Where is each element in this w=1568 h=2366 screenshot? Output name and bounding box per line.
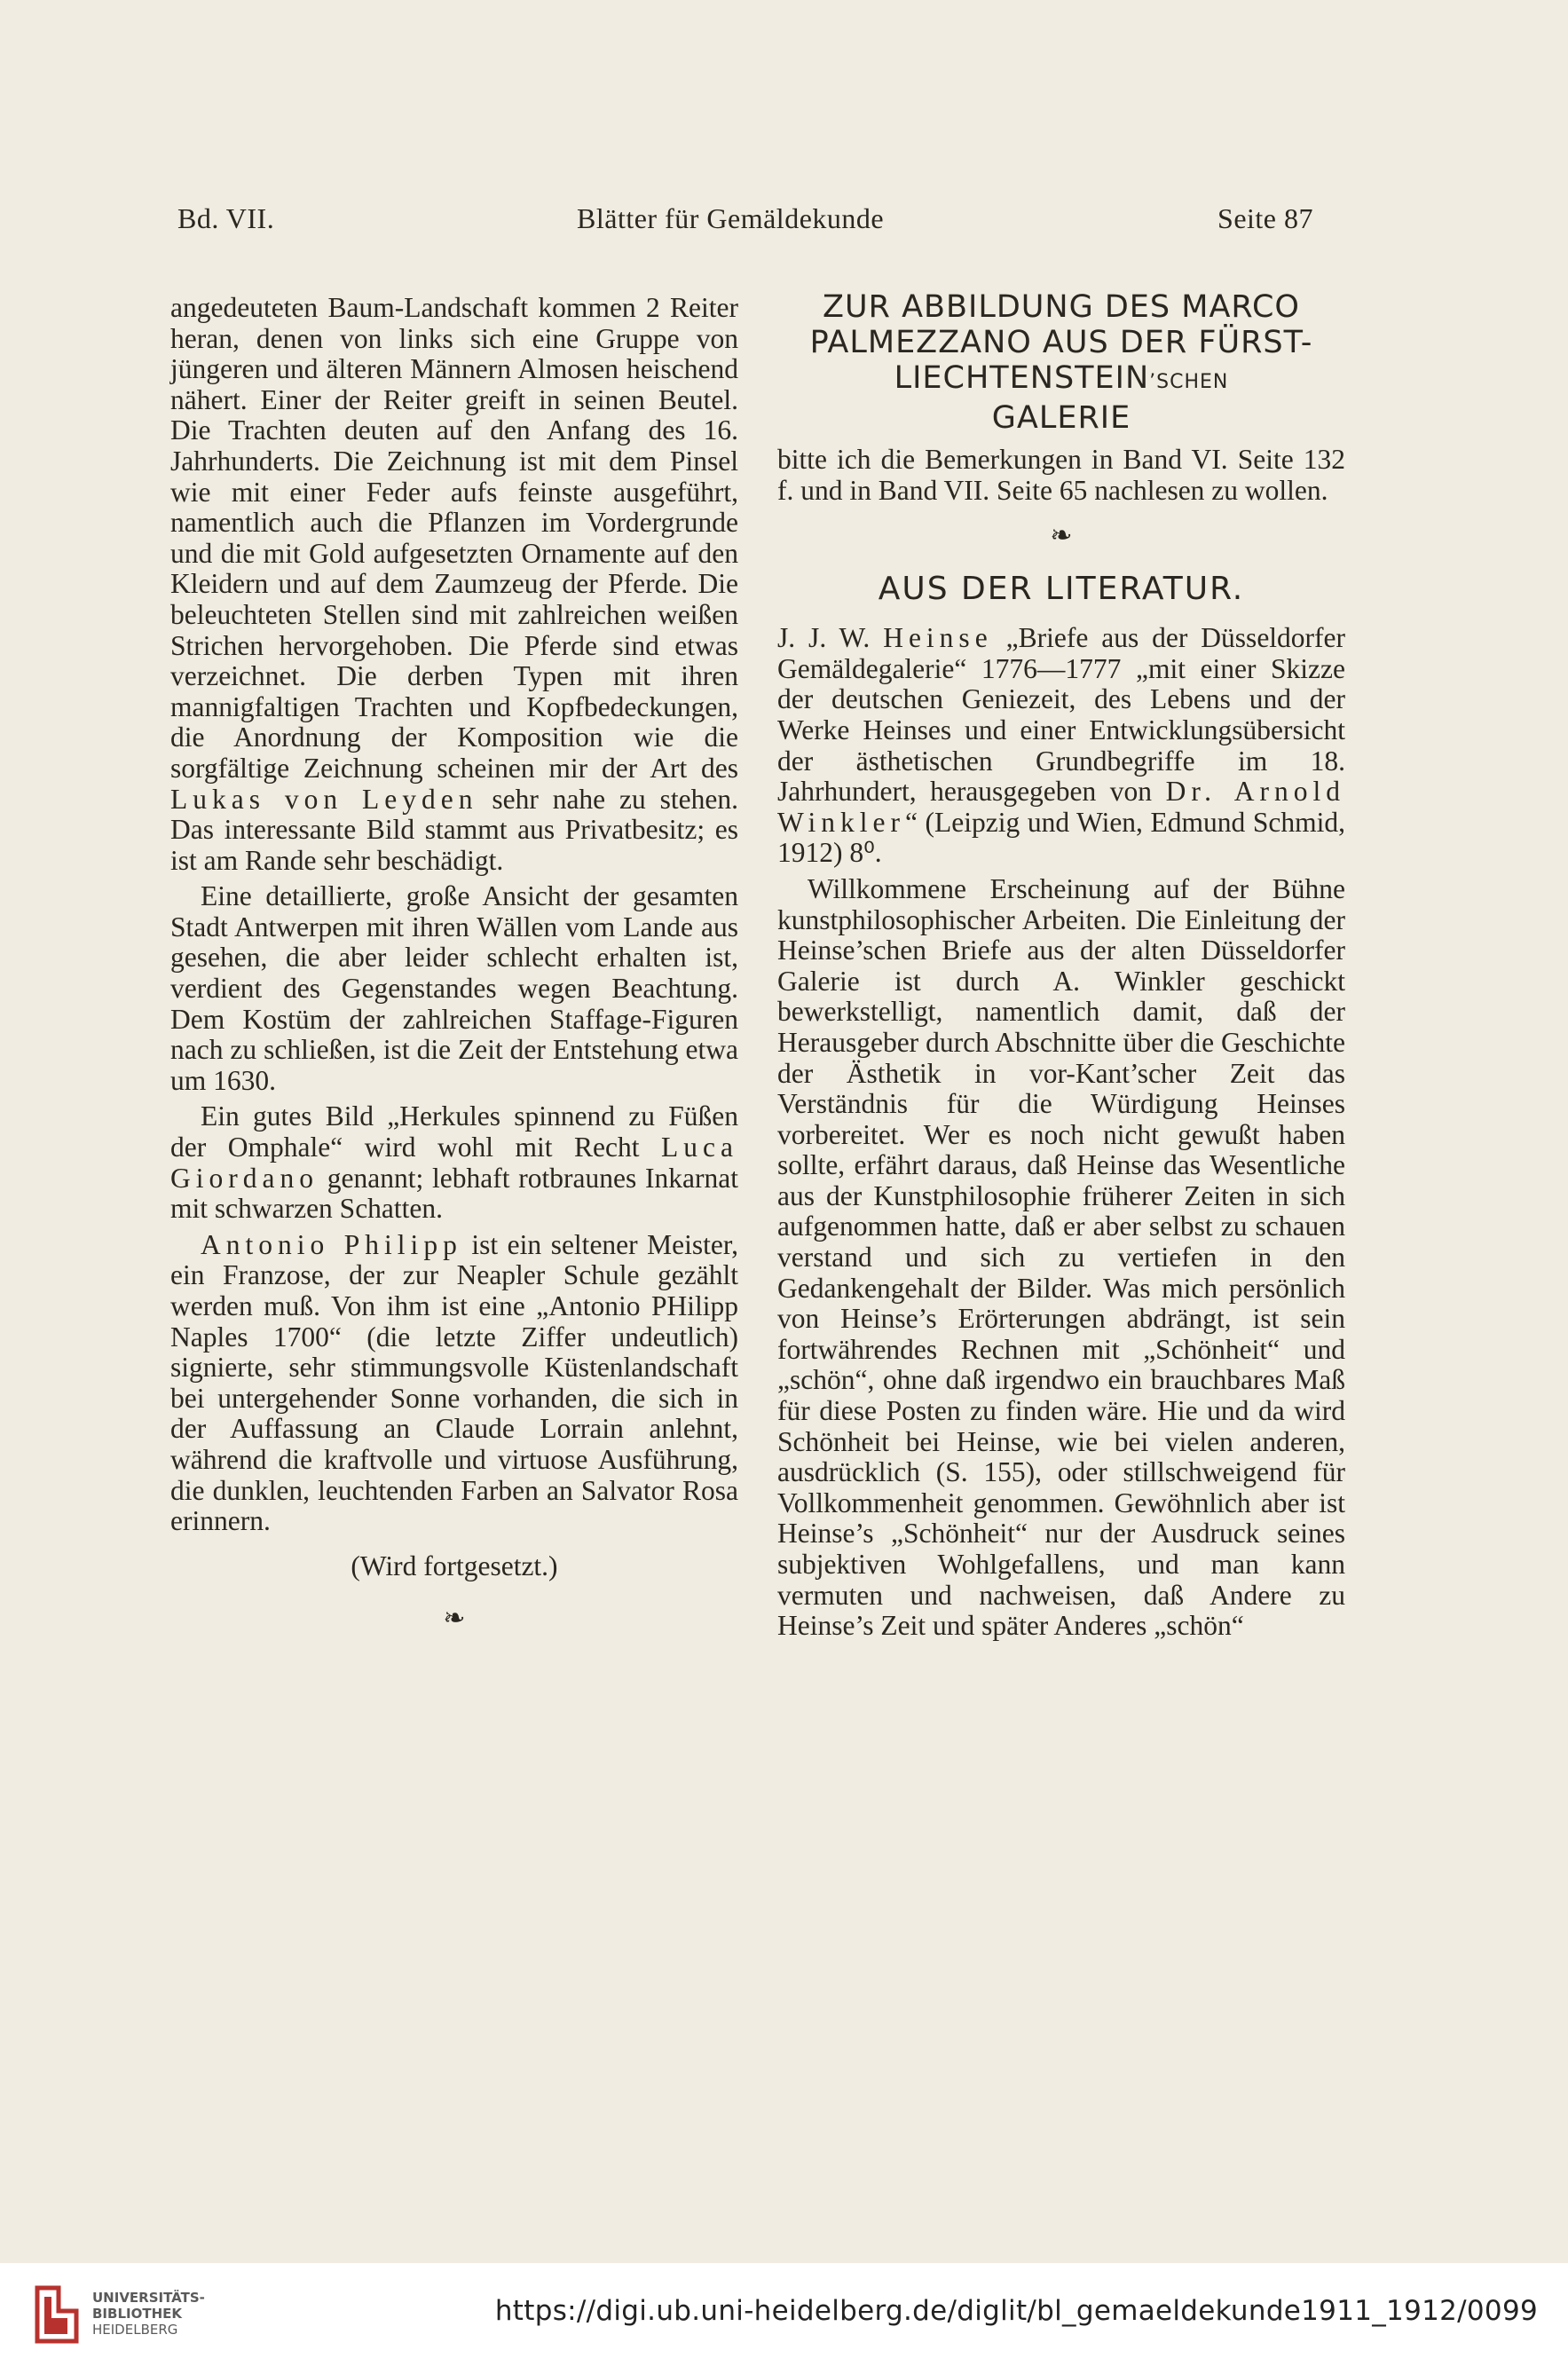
viewer-footer	[0, 2263, 1568, 2366]
continued-note: (Wird fortgesetzt.)	[351, 1550, 558, 1581]
paragraph: bitte ich die Bemerkungen in Band VI. Seite 132 f. und in Band VII. Seite 65 nachlesen zu wollen.	[777, 444, 1345, 506]
paragraph: angedeuteten Baum-Landschaft kommen 2 Reiter heran, denen von links sich eine Gruppe von jüngeren und älteren Männern Almosen heischend nähert. Einer der Reiter greift in seinen Beutel. Die Trachten deuten auf den Anfang des 16. Jahrhunderts. Die Zeichnung ist mit dem Pinsel wie mit einer Feder aufs feinste ausgeführt, namentlich auch die Pflanzen im Vordergrunde und die mit Gold aufgesetzten Ornamente auf den Kleidern und auf dem Zaumzeug der Pferde. Die beleuchteten Stellen sind mit zahlreichen weißen Strichen hervorgehoben. Die Pferde sind etwas verzeichnet. Die derben Typen mit ihren mannigfaltigen Trachten und Kopfbedeckungen, die Anordnung der Komposition wie die sorgfältige Zeichnung scheinen mir der Art des Lukas von Leyden sehr nahe zu stehen. Das interessante Bild stammt aus Privatbesitz; es ist am Rande sehr beschädigt.	[170, 292, 739, 876]
paragraph: Eine detaillierte, große Ansicht der gesamten Stadt Antwerpen mit ihren Wällen vom Lande aus gesehen, die aber leider schlecht erhalten ist, verdient des Gegenstandes wegen Beachtung. Dem Kostüm der zahlreichen Staffage-Figuren nach zu schließen, ist die Zeit der Entstehung etwa um 1630.	[170, 880, 738, 1096]
right-column	[777, 289, 1345, 1642]
paragraph: Antonio Philipp ist ein seltener Meister, ein Franzose, der zur Neapler Schule gezählt werden muß. Von ihm ist eine „Antonio PHilipp Naples 1700“ (die letzte Ziffer undeutlich) signierte, sehr stimmungsvolle Küstenlandschaft bei untergehender Sonne vorhanden, die sich in der Auffassung an Claude Lorrain anlehnt, während die kraftvolle und virtuose Ausführung, die dunklen, leuchtenden Farben an Salvator Rosa erinnern.	[170, 1228, 739, 1537]
section-heading: ZUR ABBILDUNG DES MARCO PALMEZZANO AUS DER FÜRST-LIECHTENSTEIN’SCHEN GALERIE	[809, 289, 1313, 436]
section-heading: AUS DER LITERATUR.	[878, 571, 1245, 608]
fleuron-ornament-icon: ❧	[443, 1604, 466, 1634]
paragraph: Willkommene Erscheinung auf der Bühne kunstphilosophischer Arbeiten. Die Einleitung der Heinse’schen Briefe aus der alten Düsseldorfer Galerie ist durch A. Winkler geschickt bewerkstelligt, namentlich damit, daß der Herausgeber durch Abschnitte über die Geschichte der Ästhetik in vor-Kant’scher Zeit das Verständnis für die Würdigung Heinses vorbereitet. Wer es noch nicht gewußt haben sollte, erfährt daraus, daß Heinse das Wesentliche aus der Kunstphilosophie früherer Zeiten in sich aufgenommen hatte, daß er aber selbst zu schauen verstand und sich zu vertiefen in den Gedankengehalt der Bilder. Was mich persönlich von Heinse’s Erörterungen abdrängt, ist sein fortwährendes Rechnen mit „Schönheit“ und „schön“, ohne daß irgendwo ein brauchbares Maß für diese Posten zu finden wäre. Hie und da wird Schönheit bei Heinse, wie bei vielen anderen, ausdrücklich (S. 155), oder stillschweigend für Vollkommenheit genommen. Gewöhnlich aber ist Heinse’s „Schönheit“ nur der Ausdruck seines subjektiven Wohlgefallens, und man kann vermuten und nachweisen, daß Andere zu Heinse’s Zeit und später Anderes „schön“	[777, 872, 1345, 1642]
author-name: Heinse	[883, 622, 993, 654]
editor-name: Dr. Arnold Winkler	[777, 776, 1345, 838]
left-column	[170, 293, 738, 1649]
artist-name: Luca Giordano	[170, 1132, 739, 1194]
artist-name: Antonio Philipp	[201, 1228, 462, 1260]
paragraph: Ein gutes Bild „Herkules spinnend zu Füßen der Omphale“ wird wohl mit Recht Luca Giordano genannt; lebhaft rotbraunes Inkarnat mit schwarzen Schatten.	[170, 1100, 739, 1225]
permalink-url[interactable]: https://digi.ub.uni-heidelberg.de/diglit/bl_gemaeldekunde1911_1912/0099	[494, 2295, 1538, 2327]
artist-name: Lukas von Leyden	[170, 783, 478, 815]
institution-name: UNIVERSITÄTS- BIBLIOTHEK HEIDELBERG	[92, 2290, 205, 2338]
fleuron-ornament-icon: ❧	[1050, 521, 1073, 551]
journal-title: Blätter für Gemäldekunde	[577, 202, 885, 234]
volume-number: Bd. VII.	[177, 202, 275, 234]
running-header	[177, 202, 1313, 247]
page-number: Seite 87	[1217, 202, 1313, 234]
bibliography-entry: J. J. W. Heinse „Briefe aus der Düsseldorfer Gemäldegalerie“ 1776—1777 „mit einer Skizze der deutschen Geniezeit, des Lebens und der Werke Heinses und einer Entwicklungsübersicht der ästhetischen Grundbegriffe im 18. Jahrhundert, herausgegeben von Dr. Arnold Winkler“ (Leipzig und Wien, Edmund Schmid, 1912) 8⁰.	[777, 622, 1345, 869]
university-library-logo-icon	[32, 2284, 82, 2345]
